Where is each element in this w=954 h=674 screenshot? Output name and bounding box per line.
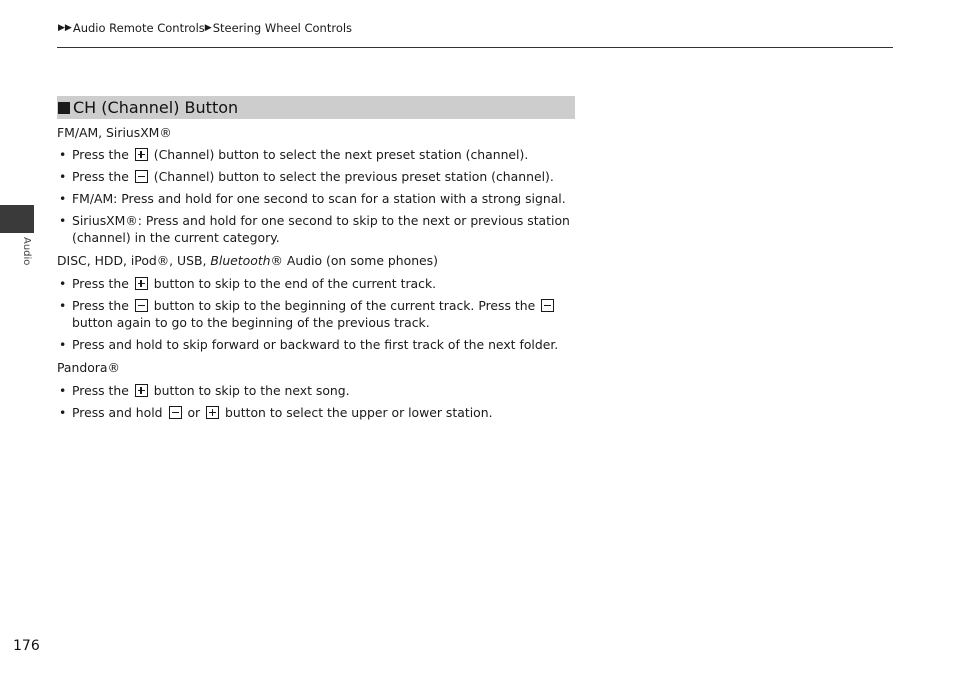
pandora-heading: Pandora® [57, 360, 120, 375]
minus-button-icon [169, 406, 182, 419]
triangle-right-icon: ▶ [204, 23, 212, 33]
list-item: • Press and hold to skip forward or backward to the first track of the next folder. [57, 336, 577, 353]
page-number: 176 [13, 638, 40, 654]
list-item: • SiriusXM®: Press and hold for one second to skip to the next or previous station (channel) in the current category. [57, 212, 577, 246]
list-item: • Press the button to skip to the beginning of the current track. Press the button again to go to the beginning of the previous track. [57, 297, 577, 331]
breadcrumb-item-steering-wheel-controls[interactable]: Steering Wheel Controls [212, 21, 353, 35]
plus-button-icon [135, 148, 148, 161]
breadcrumb-item-audio-remote-controls[interactable]: Audio Remote Controls [72, 21, 205, 35]
breadcrumb [58, 21, 352, 35]
plus-button-icon [206, 406, 219, 419]
section-header [57, 96, 575, 119]
pandora-list [57, 382, 577, 421]
content-body [57, 124, 577, 421]
list-item: • Press the (Channel) button to select the previous preset station (channel). [57, 168, 577, 185]
minus-button-icon [541, 299, 554, 312]
disc-list [57, 275, 577, 353]
fm-heading: FM/AM, SiriusXM® [57, 125, 172, 140]
list-item: • Press the (Channel) button to select the next preset station (channel). [57, 146, 577, 163]
section-title: CH (Channel) Button [73, 98, 239, 117]
plus-button-icon [135, 277, 148, 290]
chapter-tab[interactable] [0, 205, 34, 233]
fm-list [57, 146, 577, 246]
minus-button-icon [135, 170, 148, 183]
header-rule [57, 47, 893, 48]
list-item: • Press the button to skip to the next song. [57, 382, 577, 399]
square-bullet-icon [58, 102, 70, 114]
list-item: • Press the button to skip to the end of the current track. [57, 275, 577, 292]
triangle-right-icon: ▶▶ [58, 23, 72, 33]
plus-button-icon [135, 384, 148, 397]
list-item: • Press and hold or button to select the upper or lower station. [57, 404, 577, 421]
disc-heading: DISC, HDD, iPod®, USB, Bluetooth® Audio (on some phones) [57, 253, 438, 268]
minus-button-icon [135, 299, 148, 312]
chapter-label: Audio [21, 237, 32, 266]
list-item: • FM/AM: Press and hold for one second to scan for a station with a strong signal. [57, 190, 577, 207]
